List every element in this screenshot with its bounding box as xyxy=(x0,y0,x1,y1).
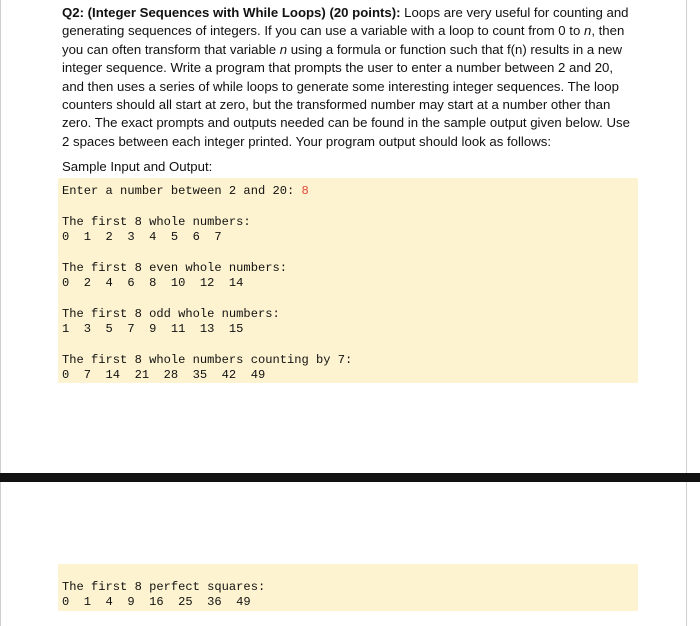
prompt-input-value: 8 xyxy=(301,184,309,198)
question-var-n: n xyxy=(583,23,592,39)
sequence-values: 0 7 14 21 28 35 42 49 xyxy=(62,368,266,382)
sequence-heading: The first 8 whole numbers: xyxy=(62,215,251,229)
sequence-heading: The first 8 even whole numbers: xyxy=(62,261,287,275)
sequence-heading: The first 8 odd whole numbers: xyxy=(62,307,280,321)
sequence-values: 0 1 2 3 4 5 6 7 xyxy=(62,230,222,244)
sample-label: Sample Input and Output: xyxy=(62,159,213,174)
sequence-values: 0 1 4 9 16 25 36 49 xyxy=(62,595,251,609)
question-label: Q2: (Integer Sequences with While Loops) (20 points): xyxy=(62,5,401,20)
question-text xyxy=(62,4,638,151)
prompt-text: Enter a number between 2 and 20: xyxy=(62,184,302,198)
page-break-divider xyxy=(0,473,700,482)
page-border-left xyxy=(0,0,1,626)
sequence-heading: The first 8 whole numbers counting by 7: xyxy=(62,353,353,367)
sequence-heading: The first 8 perfect squares: xyxy=(62,580,266,594)
question-body-start: Loops are very useful for counting and generating sequences of integers. If you can use a variable with a loop to count from 0 to xyxy=(62,5,629,39)
page-border-right xyxy=(686,0,687,626)
prompt-line xyxy=(62,184,309,199)
question-body-end: using a formula or function such that f(n) results in a new integer sequence. Write a program that prompts the user to enter a number between 2 and 20, and then uses a series of while loops to generate some interesting integer sequences. The loop counters should all start at zero, but the transformed number may start at a number other than zero. The exact prompts and outputs needed can be found in the sample output given below. Use 2 spaces between each integer printed. Your program output should look as follows: xyxy=(62,41,630,149)
question-var-n-2: n xyxy=(279,41,288,57)
sequence-values: 0 2 4 6 8 10 12 14 xyxy=(62,276,244,290)
sequence-values: 1 3 5 7 9 11 13 15 xyxy=(62,322,244,336)
question-body-mid: , then you can often transform that variable xyxy=(62,23,625,57)
